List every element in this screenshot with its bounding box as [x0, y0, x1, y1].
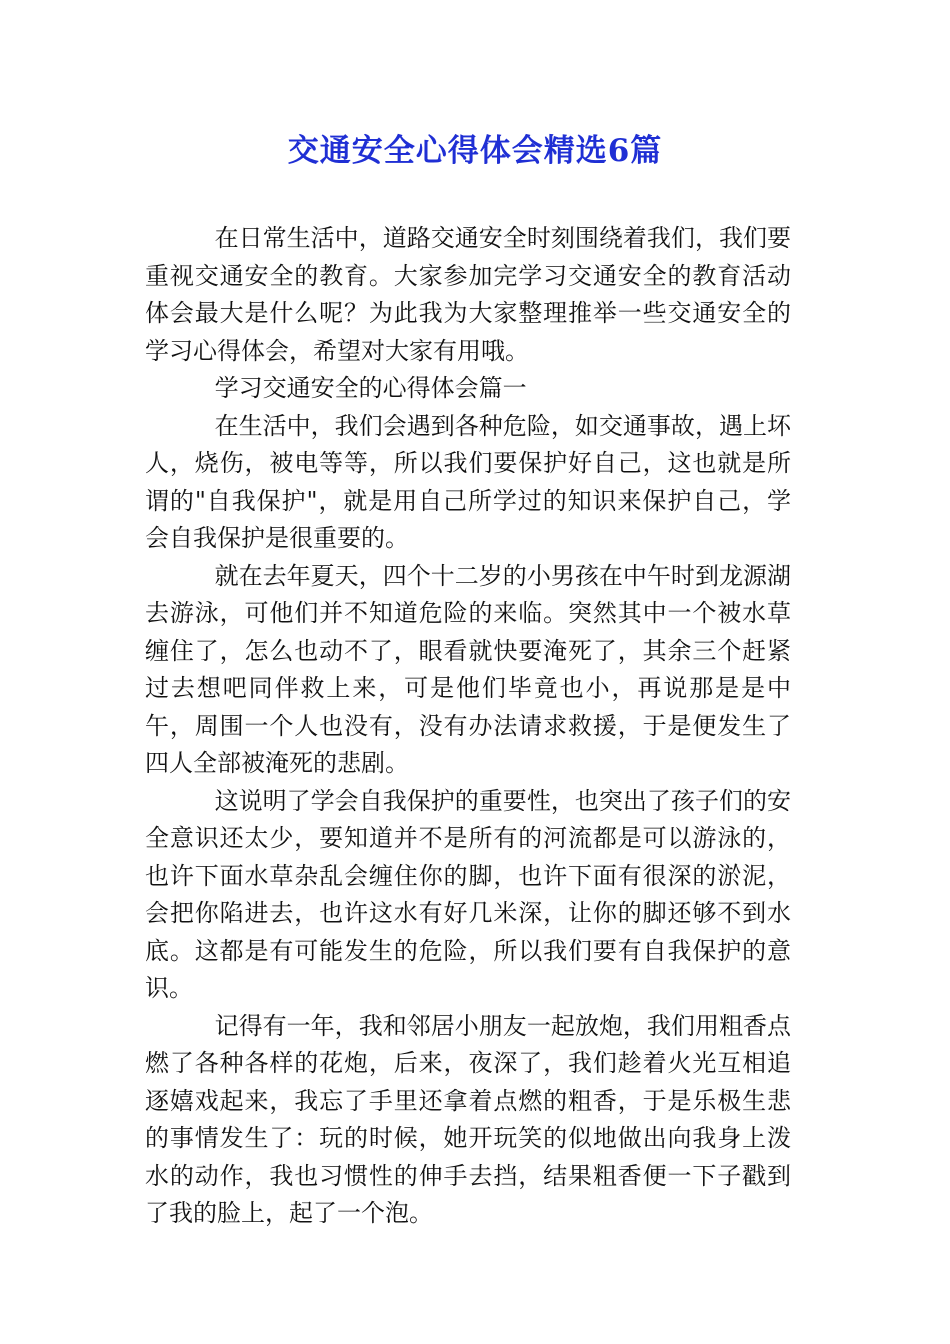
document-title: 交通安全心得体会精选6篇: [287, 133, 663, 169]
paragraph: 在生活中，我们会遇到各种危险，如交通事故，遇上坏人，烧伤，被电等等，所以我们要保护好自己，这也就是所谓的"自我保护"，就是用自己所学过的知识来保护自己，学会自我保护是很重要的。: [145, 411, 791, 552]
paragraph: 这说明了学会自我保护的重要性，也突出了孩子们的安全意识还太少，要知道并不是所有的河流都是可以游泳的，也许下面水草杂乱会缠住你的脚，也许下面有很深的淤泥，会把你陷进去，也许这水有好几米深，让你的脚还够不到水底。这都是有可能发生的危险，所以我们要有自我保护的意识。: [145, 786, 791, 1002]
paragraph-intro: 在日常生活中，道路交通安全时刻围绕着我们，我们要重视交通安全的教育。大家参加完学习交通安全的教育活动体会最大是什么呢？为此我为大家整理推举一些交通安全的学习心得体会，希望对大家有用哦。: [145, 224, 791, 365]
document-body: [145, 220, 791, 1233]
section-heading: 学习交通安全的心得体会篇一: [214, 374, 527, 402]
paragraph: 记得有一年，我和邻居小朋友一起放炮，我们用粗香点燃了各种各样的花炮，后来，夜深了，我们趁着火光互相追逐嬉戏起来，我忘了手里还拿着点燃的粗香，于是乐极生悲的事情发生了：玩的时候，她开玩笑的似地做出向我身上泼水的动作，我也习惯性的伸手去挡，结果粗香便一下子戳到了我的脸上，起了一个泡。: [145, 1011, 791, 1227]
paragraph: 就在去年夏天，四个十二岁的小男孩在中午时到龙源湖去游泳，可他们并不知道危险的来临。突然其中一个被水草缠住了，怎么也动不了，眼看就快要淹死了，其余三个赶紧过去想吧同伴救上来，可是他们毕竟也小，再说那是是中午，周围一个人也没有，没有办法请求救援，于是便发生了四人全部被淹死的悲剧。: [145, 561, 791, 777]
